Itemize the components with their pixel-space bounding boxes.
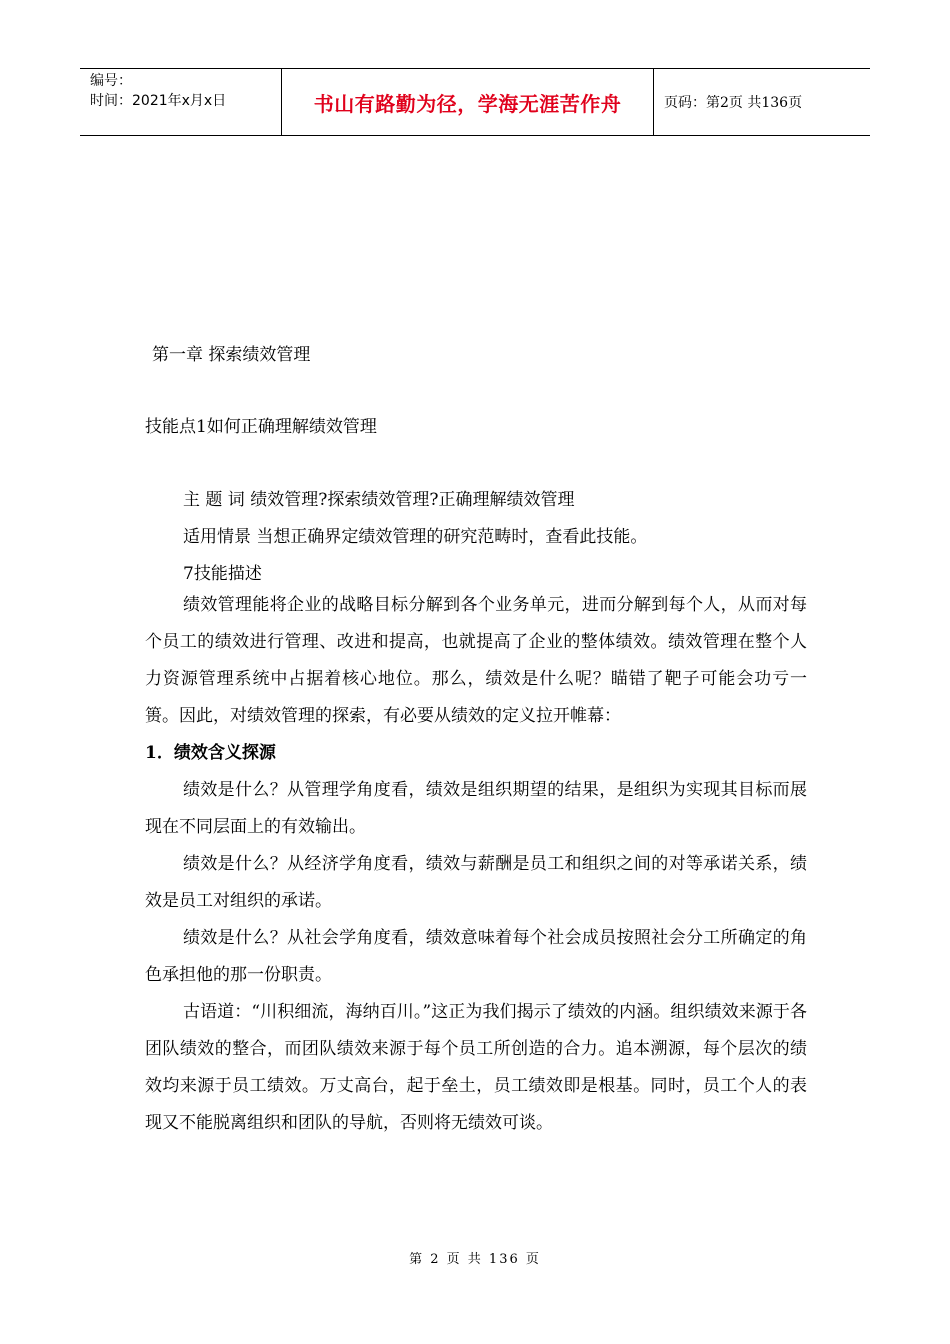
paragraph-management: 绩效是什么？从管理学角度看，绩效是组织期望的结果，是组织为实现其目标而展现在不同层面上的有效输出。 bbox=[145, 780, 807, 837]
page-header bbox=[80, 68, 870, 136]
date-line: 时间：2021年x月x日 bbox=[90, 93, 227, 109]
serial-label: 编号： bbox=[90, 73, 132, 89]
chapter-title: 第一章 探索绩效管理 bbox=[152, 345, 311, 365]
section-heading: 1．绩效含义探源 bbox=[145, 743, 276, 763]
keywords-line: 主 题 词 绩效管理?探索绩效管理?正确理解绩效管理 bbox=[183, 490, 575, 510]
motto: 书山有路勤为径，学海无涯苦作舟 bbox=[313, 91, 622, 116]
intro-paragraph: 绩效管理能将企业的战略目标分解到各个业务单元，进而分解到每个人，从而对每个员工的绩效进行管理、改进和提高，也就提高了企业的整体绩效。绩效管理在整个人力资源管理系统中占据着核心地位。那么，绩效是什么呢？瞄错了靶子可能会功亏一篑。因此，对绩效管理的探索，有必要从绩效的定义拉开帷幕： bbox=[145, 595, 807, 726]
header-motto-cell bbox=[281, 69, 654, 135]
skill-title: 技能点1如何正确理解绩效管理 bbox=[145, 417, 377, 437]
body-content bbox=[145, 587, 807, 1142]
page-info: 页码：第2页 共136页 bbox=[664, 95, 803, 111]
header-meta bbox=[80, 69, 281, 135]
scenario-line: 适用情景 当想正确界定绩效管理的研究范畴时，查看此技能。 bbox=[183, 527, 648, 547]
paragraph-proverb: 古语道：“川积细流，海纳百川。”这正为我们揭示了绩效的内涵。组织绩效来源于各团队绩效的整合，而团队绩效来源于每个员工所创造的合力。追本溯源，每个层次的绩效均来源于员工绩效。万丈高台，起于垒土，员工绩效即是根基。同时，员工个人的表现又不能脱离组织和团队的导航，否则将无绩效可谈。 bbox=[145, 1002, 807, 1133]
paragraph-economics: 绩效是什么？从经济学角度看，绩效与薪酬是员工和组织之间的对等承诺关系，绩效是员工对组织的承诺。 bbox=[145, 854, 807, 911]
description-heading: 7技能描述 bbox=[183, 564, 262, 584]
header-page-cell bbox=[654, 69, 870, 135]
paragraph-sociology: 绩效是什么？从社会学角度看，绩效意味着每个社会成员按照社会分工所确定的角色承担他的那一份职责。 bbox=[145, 928, 807, 985]
page-footer: 第 2 页 共 136 页 bbox=[409, 1252, 541, 1267]
